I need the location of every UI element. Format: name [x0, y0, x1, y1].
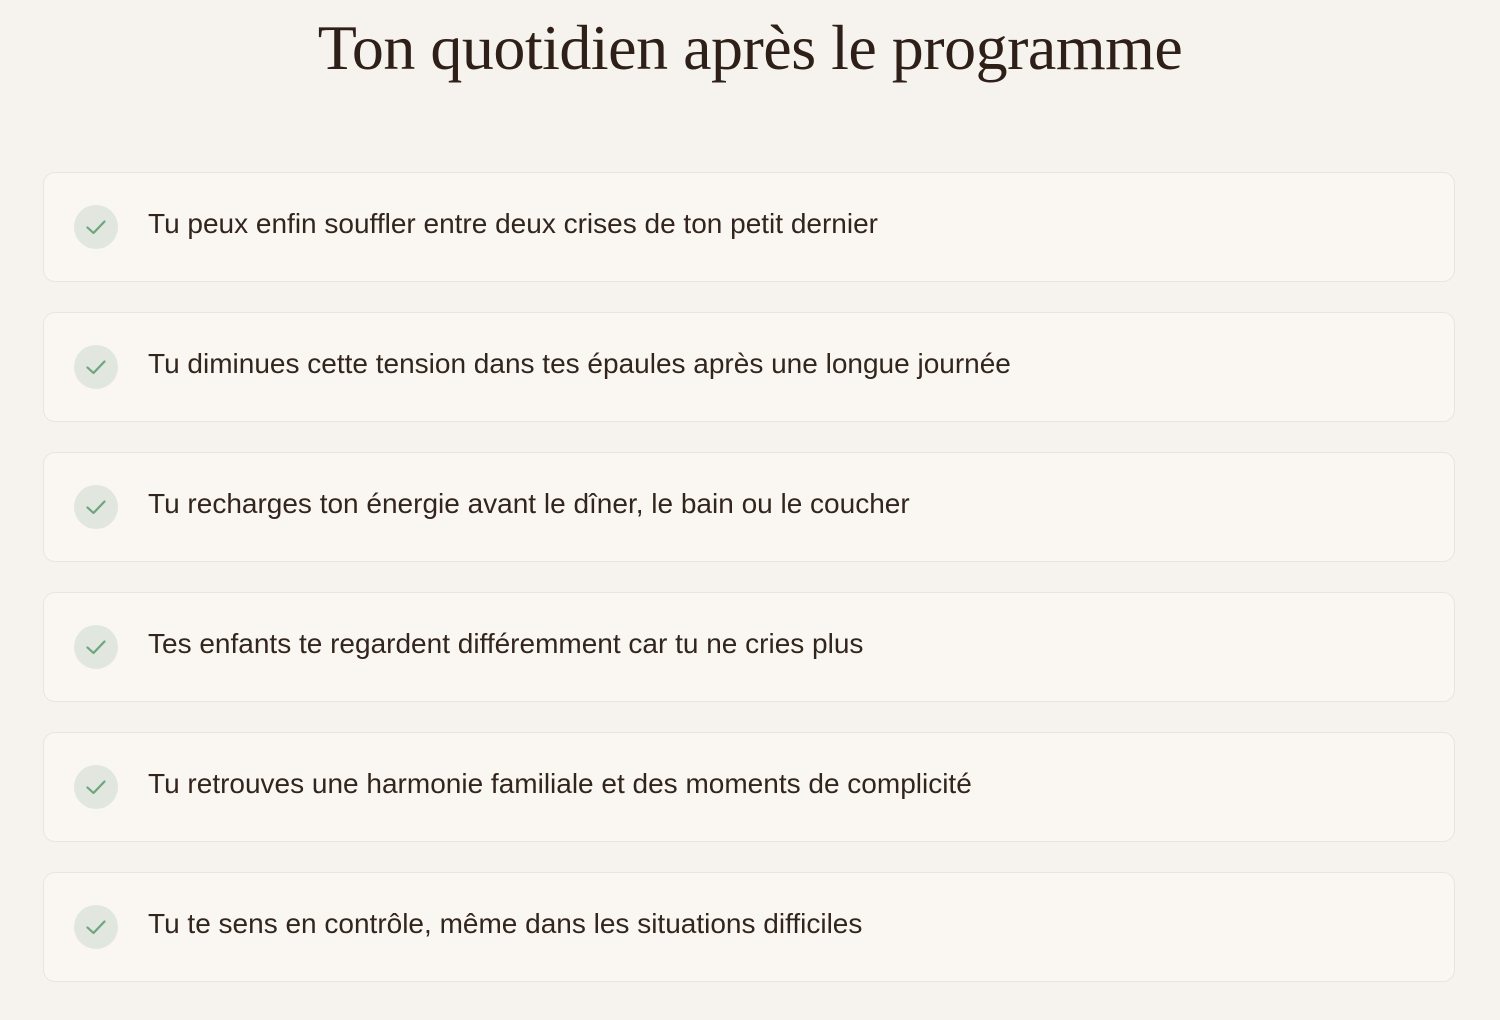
check-icon	[74, 205, 118, 249]
check-icon	[74, 625, 118, 669]
benefit-text: Tu peux enfin souffler entre deux crises de ton petit dernier	[148, 208, 878, 239]
benefit-item	[43, 872, 1455, 982]
benefit-text: Tu te sens en contrôle, même dans les situations difficiles	[148, 908, 863, 939]
benefit-item	[43, 312, 1455, 422]
benefit-text: Tu retrouves une harmonie familiale et des moments de complicité	[148, 768, 972, 799]
benefit-text: Tu diminues cette tension dans tes épaules après une longue journée	[148, 348, 1011, 379]
check-icon	[74, 345, 118, 389]
section-title: Ton quotidien après le programme	[317, 12, 1183, 83]
benefit-item	[43, 732, 1455, 842]
benefit-item	[43, 172, 1455, 282]
check-icon	[74, 765, 118, 809]
benefit-text: Tes enfants te regardent différemment car tu ne cries plus	[148, 628, 864, 659]
benefit-text: Tu recharges ton énergie avant le dîner, le bain ou le coucher	[148, 488, 910, 519]
check-icon	[74, 485, 118, 529]
benefit-list	[43, 172, 1455, 1012]
benefit-item	[43, 452, 1455, 562]
check-icon	[74, 905, 118, 949]
benefit-item	[43, 592, 1455, 702]
